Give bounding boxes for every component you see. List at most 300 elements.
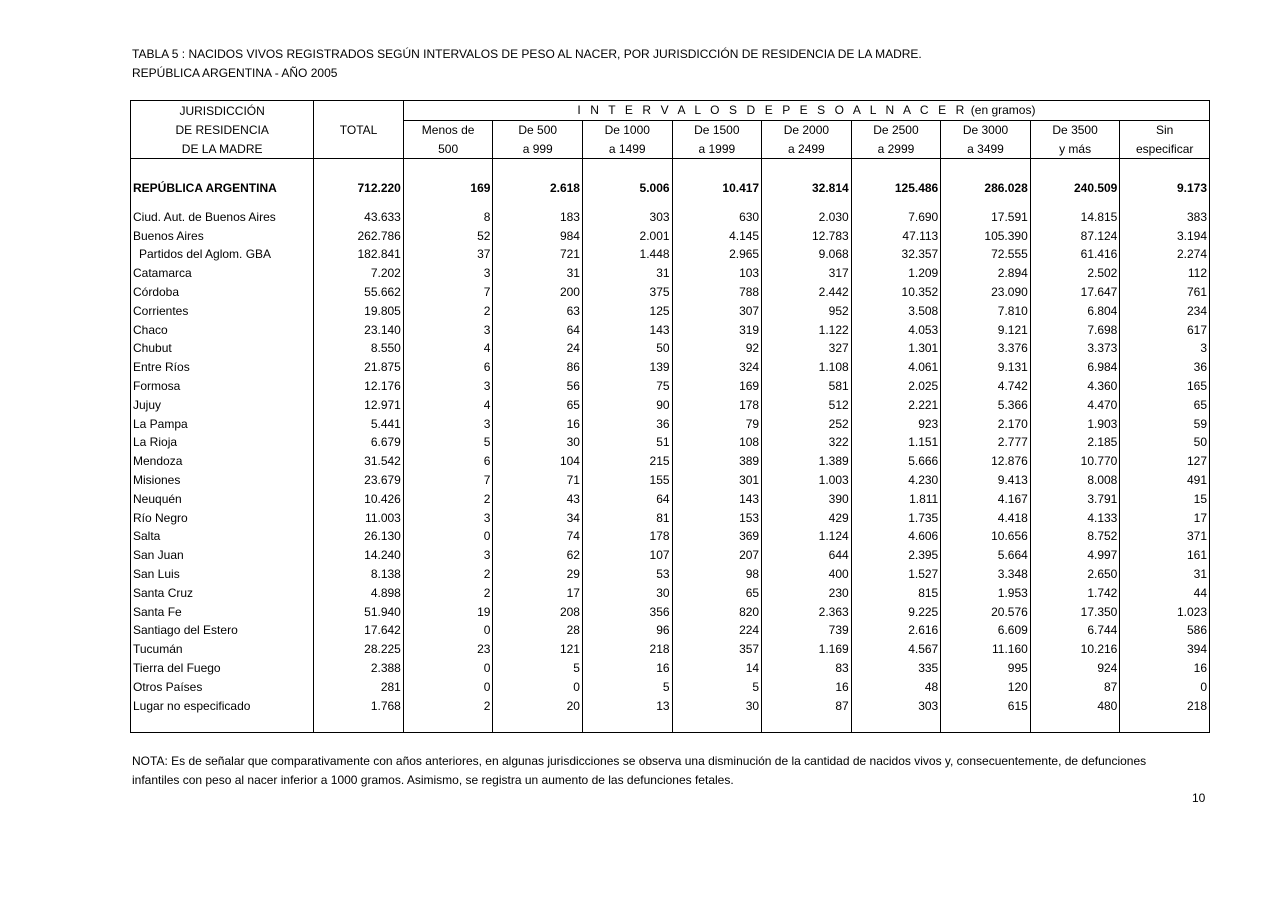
intervals-title: I N T E R V A L O S D E P E S O A L N A C E R (577, 103, 968, 118)
row-cell: 104 (493, 452, 583, 471)
row-label: Tucumán (133, 642, 183, 657)
interval-header-bottom: a 3499 (941, 140, 1031, 159)
row-cell: 375 (582, 283, 672, 302)
row-cell: 1.124 (762, 527, 852, 546)
row-cell: 17.591 (941, 207, 1031, 226)
row-cell: 8.138 (314, 565, 404, 584)
row-cell: 20.576 (941, 602, 1031, 621)
interval-header-top: De 1000 (582, 120, 672, 139)
interval-header-bottom: 500 (403, 140, 493, 159)
row-cell: 23 (403, 640, 493, 659)
row-cell: 1.389 (762, 452, 852, 471)
row-cell: 1.735 (851, 508, 941, 527)
row-cell: 92 (672, 339, 762, 358)
row-cell: 1.811 (851, 489, 941, 508)
table-row (131, 245, 1210, 264)
table-row (131, 264, 1210, 283)
row-cell: 303 (582, 207, 672, 226)
row-cell: 2.221 (851, 395, 941, 414)
row-cell: 31 (493, 264, 583, 283)
row-cell: 317 (762, 264, 852, 283)
page-number: 10 (1192, 791, 1206, 805)
row-cell: 1.953 (941, 583, 1031, 602)
row-cell: 630 (672, 207, 762, 226)
row-cell: 98 (672, 565, 762, 584)
row-cell: 52 (403, 226, 493, 245)
row-cell: 2.363 (762, 602, 852, 621)
total-row (131, 178, 1210, 198)
row-cell: 29 (493, 565, 583, 584)
row-cell: 3 (403, 508, 493, 527)
table-row (131, 659, 1210, 678)
row-cell: 615 (941, 696, 1031, 715)
row-cell: 143 (582, 320, 672, 339)
jurisdiction-header-line1: JURISDICCIÓN (179, 103, 265, 118)
row-cell: 7.690 (851, 207, 941, 226)
row-cell: 394 (1120, 640, 1210, 659)
row-cell: 17.647 (1030, 283, 1120, 302)
row-cell: 0 (493, 677, 583, 696)
table-row (131, 395, 1210, 414)
row-cell: 2.965 (672, 245, 762, 264)
row-cell: 3.508 (851, 301, 941, 320)
row-cell: 3.373 (1030, 339, 1120, 358)
row-cell: 71 (493, 471, 583, 490)
row-cell: 252 (762, 414, 852, 433)
row-label: Buenos Aires (133, 228, 204, 243)
row-label: Corrientes (133, 303, 189, 318)
row-cell: 984 (493, 226, 583, 245)
interval-header-bottom: especificar (1120, 140, 1210, 159)
row-cell: 429 (762, 508, 852, 527)
row-cell: 952 (762, 301, 852, 320)
row-cell: 0 (1120, 677, 1210, 696)
row-label: Otros Países (133, 679, 203, 694)
row-cell: 10.216 (1030, 640, 1120, 659)
table-row (131, 452, 1210, 471)
row-cell: 1.023 (1120, 602, 1210, 621)
row-cell: 81 (582, 508, 672, 527)
interval-header-top: De 2500 (851, 120, 941, 139)
row-cell: 324 (672, 358, 762, 377)
row-cell: 995 (941, 659, 1031, 678)
row-cell: 31 (582, 264, 672, 283)
row-label: Formosa (133, 378, 181, 393)
row-cell: 4.360 (1030, 377, 1120, 396)
row-cell: 51 (582, 433, 672, 452)
row-cell: 10.426 (314, 489, 404, 508)
row-cell: 644 (762, 546, 852, 565)
row-cell: 17 (493, 583, 583, 602)
row-cell: 14.240 (314, 546, 404, 565)
row-cell: 4.053 (851, 320, 941, 339)
row-cell: 389 (672, 452, 762, 471)
row-cell: 218 (582, 640, 672, 659)
row-cell: 739 (762, 621, 852, 640)
row-cell: 37 (403, 245, 493, 264)
row-cell: 262.786 (314, 226, 404, 245)
row-cell: 55.662 (314, 283, 404, 302)
total-row-cell: 5.006 (582, 178, 672, 198)
row-label: Chaco (133, 322, 168, 337)
row-label: Lugar no especificado (133, 698, 251, 713)
row-cell: 356 (582, 602, 672, 621)
row-cell: 2.502 (1030, 264, 1120, 283)
row-cell: 36 (582, 414, 672, 433)
row-label: San Luis (133, 566, 180, 581)
row-cell: 59 (1120, 414, 1210, 433)
row-cell: 50 (582, 339, 672, 358)
row-cell: 1.527 (851, 565, 941, 584)
row-cell: 12.876 (941, 452, 1031, 471)
row-cell: 9.068 (762, 245, 852, 264)
row-cell: 127 (1120, 452, 1210, 471)
row-cell: 369 (672, 527, 762, 546)
row-cell: 5 (672, 677, 762, 696)
row-label: Córdoba (133, 284, 180, 299)
birth-weight-table (130, 100, 1210, 733)
row-cell: 327 (762, 339, 852, 358)
intervals-unit: (en gramos) (970, 103, 1036, 118)
row-cell: 5.666 (851, 452, 941, 471)
row-cell: 65 (1120, 395, 1210, 414)
table-row (131, 602, 1210, 621)
row-cell: 161 (1120, 546, 1210, 565)
row-cell: 50 (1120, 433, 1210, 452)
row-cell: 923 (851, 414, 941, 433)
row-label: Santa Fe (133, 604, 182, 619)
row-cell: 30 (582, 583, 672, 602)
row-cell: 9.413 (941, 471, 1031, 490)
interval-header-top: De 1500 (672, 120, 762, 139)
row-cell: 230 (762, 583, 852, 602)
total-row-cell: 125.486 (851, 178, 941, 198)
row-cell: 20 (493, 696, 583, 715)
row-cell: 5.664 (941, 546, 1031, 565)
table-row (131, 414, 1210, 433)
interval-header-bottom: a 1999 (672, 140, 762, 159)
interval-header-top: De 2000 (762, 120, 852, 139)
row-cell: 14.815 (1030, 207, 1120, 226)
row-cell: 105.390 (941, 226, 1031, 245)
total-row-cell: 240.509 (1030, 178, 1120, 198)
row-cell: 31.542 (314, 452, 404, 471)
row-cell: 15 (1120, 489, 1210, 508)
row-cell: 12.971 (314, 395, 404, 414)
row-cell: 2 (403, 489, 493, 508)
row-cell: 11.003 (314, 508, 404, 527)
row-cell: 8.550 (314, 339, 404, 358)
total-row-label: REPÚBLICA ARGENTINA (133, 181, 277, 196)
row-cell: 6.744 (1030, 621, 1120, 640)
row-cell: 301 (672, 471, 762, 490)
row-cell: 65 (493, 395, 583, 414)
row-cell: 586 (1120, 621, 1210, 640)
row-cell: 581 (762, 377, 852, 396)
row-cell: 335 (851, 659, 941, 678)
row-cell: 4.742 (941, 377, 1031, 396)
row-cell: 207 (672, 546, 762, 565)
row-cell: 2.650 (1030, 565, 1120, 584)
table-row (131, 696, 1210, 715)
row-cell: 4.061 (851, 358, 941, 377)
row-cell: 3 (403, 320, 493, 339)
row-cell: 26.130 (314, 527, 404, 546)
row-cell: 11.160 (941, 640, 1031, 659)
row-cell: 5 (403, 433, 493, 452)
row-cell: 3.376 (941, 339, 1031, 358)
row-cell: 64 (582, 489, 672, 508)
row-cell: 1.151 (851, 433, 941, 452)
row-label: San Juan (133, 548, 184, 563)
row-cell: 3 (403, 414, 493, 433)
row-cell: 17.350 (1030, 602, 1120, 621)
row-cell: 2.025 (851, 377, 941, 396)
row-cell: 617 (1120, 320, 1210, 339)
row-cell: 2.001 (582, 226, 672, 245)
row-cell: 0 (403, 621, 493, 640)
row-cell: 6 (403, 358, 493, 377)
row-cell: 2 (403, 565, 493, 584)
table-title: TABLA 5 : NACIDOS VIVOS REGISTRADOS SEGÚN INTERVALOS DE PESO AL NACER, POR JURISDICCIÓN DE RESIDENCIA DE LA MADRE. (132, 47, 922, 61)
row-label: Misiones (133, 472, 181, 487)
row-cell: 3 (403, 377, 493, 396)
row-cell: 200 (493, 283, 583, 302)
row-cell: 153 (672, 508, 762, 527)
table-row (131, 339, 1210, 358)
row-cell: 5.366 (941, 395, 1031, 414)
row-cell: 65 (672, 583, 762, 602)
row-label: Río Negro (133, 510, 188, 525)
row-cell: 143 (672, 489, 762, 508)
row-label: Salta (133, 529, 161, 544)
row-cell: 322 (762, 433, 852, 452)
row-label: Neuquén (133, 491, 182, 506)
row-cell: 6.679 (314, 433, 404, 452)
row-cell: 87.124 (1030, 226, 1120, 245)
row-cell: 820 (672, 602, 762, 621)
spacer-row (131, 715, 1210, 733)
row-cell: 2.388 (314, 659, 404, 678)
row-cell: 96 (582, 621, 672, 640)
row-cell: 1.768 (314, 696, 404, 715)
row-cell: 16 (493, 414, 583, 433)
row-cell: 0 (403, 677, 493, 696)
row-cell: 4 (403, 395, 493, 414)
row-label: La Rioja (133, 435, 178, 450)
row-cell: 43.633 (314, 207, 404, 226)
row-cell: 4 (403, 339, 493, 358)
table-row (131, 226, 1210, 245)
row-cell: 2 (403, 301, 493, 320)
row-cell: 924 (1030, 659, 1120, 678)
row-cell: 12.783 (762, 226, 852, 245)
row-cell: 319 (672, 320, 762, 339)
row-cell: 87 (762, 696, 852, 715)
row-cell: 36 (1120, 358, 1210, 377)
interval-header-bottom: a 2999 (851, 140, 941, 159)
row-label: Chubut (133, 341, 172, 356)
row-cell: 7.202 (314, 264, 404, 283)
row-cell: 10.770 (1030, 452, 1120, 471)
row-cell: 17 (1120, 508, 1210, 527)
row-cell: 303 (851, 696, 941, 715)
row-cell: 64 (493, 320, 583, 339)
row-cell: 108 (672, 433, 762, 452)
row-cell: 43 (493, 489, 583, 508)
row-label: Mendoza (133, 454, 183, 469)
row-cell: 34 (493, 508, 583, 527)
total-header: TOTAL (314, 120, 404, 139)
interval-header-top: De 3000 (941, 120, 1031, 139)
row-cell: 24 (493, 339, 583, 358)
total-row-cell: 32.814 (762, 178, 852, 198)
row-cell: 120 (941, 677, 1031, 696)
table-row (131, 640, 1210, 659)
row-label: Catamarca (133, 266, 192, 281)
row-cell: 19 (403, 602, 493, 621)
row-cell: 3 (403, 546, 493, 565)
row-cell: 47.113 (851, 226, 941, 245)
row-cell: 2.030 (762, 207, 852, 226)
row-cell: 1.003 (762, 471, 852, 490)
row-cell: 1.301 (851, 339, 941, 358)
row-cell: 6 (403, 452, 493, 471)
spacer-row (131, 198, 1210, 207)
row-cell: 1.742 (1030, 583, 1120, 602)
row-cell: 215 (582, 452, 672, 471)
table-row (131, 565, 1210, 584)
row-cell: 2.442 (762, 283, 852, 302)
total-row-cell: 712.220 (314, 178, 404, 198)
row-cell: 28 (493, 621, 583, 640)
row-cell: 6.984 (1030, 358, 1120, 377)
row-cell: 2.170 (941, 414, 1031, 433)
interval-header-top: De 3500 (1030, 120, 1120, 139)
row-cell: 491 (1120, 471, 1210, 490)
row-cell: 103 (672, 264, 762, 283)
table-row (131, 471, 1210, 490)
table-row (131, 358, 1210, 377)
row-cell: 51.940 (314, 602, 404, 621)
row-cell: 63 (493, 301, 583, 320)
row-cell: 155 (582, 471, 672, 490)
row-cell: 44 (1120, 583, 1210, 602)
row-cell: 8.008 (1030, 471, 1120, 490)
table-row (131, 320, 1210, 339)
row-cell: 208 (493, 602, 583, 621)
row-cell: 5 (582, 677, 672, 696)
table-row (131, 489, 1210, 508)
table-row (131, 527, 1210, 546)
row-cell: 4.898 (314, 583, 404, 602)
row-cell: 16 (582, 659, 672, 678)
row-label: La Pampa (133, 416, 188, 431)
row-cell: 2.185 (1030, 433, 1120, 452)
row-cell: 7.810 (941, 301, 1031, 320)
row-cell: 9.131 (941, 358, 1031, 377)
row-cell: 383 (1120, 207, 1210, 226)
row-cell: 307 (672, 301, 762, 320)
row-cell: 23.140 (314, 320, 404, 339)
row-cell: 13 (582, 696, 672, 715)
row-cell: 1.169 (762, 640, 852, 659)
table-row (131, 283, 1210, 302)
row-cell: 30 (493, 433, 583, 452)
table-row (131, 508, 1210, 527)
row-cell: 23.679 (314, 471, 404, 490)
row-cell: 139 (582, 358, 672, 377)
jurisdiction-header-line2: DE RESIDENCIA (175, 122, 269, 137)
row-cell: 8.752 (1030, 527, 1120, 546)
footnote: NOTA: Es de señalar que comparativamente con años anteriores, en algunas jurisdicciones se observa una disminución de la cantidad de nacidos vivos y, consecuentemente, de defunciones infantiles con peso al nacer inferior a 1000 gramos. Asimismo, se registra un aumento de las defunciones fetales. (132, 754, 1147, 787)
table-subtitle: REPÚBLICA ARGENTINA - AÑO 2005 (132, 66, 338, 80)
row-cell: 23.090 (941, 283, 1031, 302)
interval-header-bottom: y más (1030, 140, 1120, 159)
row-cell: 90 (582, 395, 672, 414)
row-cell: 19.805 (314, 301, 404, 320)
row-cell: 4.145 (672, 226, 762, 245)
intervals-header (403, 101, 1209, 121)
row-cell: 2.894 (941, 264, 1031, 283)
row-cell: 281 (314, 677, 404, 696)
row-cell: 86 (493, 358, 583, 377)
row-cell: 21.875 (314, 358, 404, 377)
table-row (131, 546, 1210, 565)
interval-header-top: Sin (1120, 120, 1210, 139)
row-cell: 10.352 (851, 283, 941, 302)
row-cell: 3.791 (1030, 489, 1120, 508)
row-cell: 390 (762, 489, 852, 508)
row-cell: 8 (403, 207, 493, 226)
row-cell: 761 (1120, 283, 1210, 302)
table-body (131, 159, 1210, 733)
row-cell: 178 (582, 527, 672, 546)
row-cell: 4.133 (1030, 508, 1120, 527)
row-cell: 218 (1120, 696, 1210, 715)
row-cell: 9.121 (941, 320, 1031, 339)
row-cell: 10.656 (941, 527, 1031, 546)
row-cell: 2.777 (941, 433, 1031, 452)
row-label: Ciud. Aut. de Buenos Aires (133, 209, 276, 224)
row-cell: 30 (672, 696, 762, 715)
row-cell: 72.555 (941, 245, 1031, 264)
row-cell: 31 (1120, 565, 1210, 584)
total-row-cell: 2.618 (493, 178, 583, 198)
row-cell: 74 (493, 527, 583, 546)
row-cell: 83 (762, 659, 852, 678)
table-row (131, 301, 1210, 320)
row-cell: 53 (582, 565, 672, 584)
row-label: Santiago del Estero (133, 623, 238, 638)
row-cell: 7 (403, 283, 493, 302)
row-cell: 4.997 (1030, 546, 1120, 565)
interval-header-top: Menos de (403, 120, 493, 139)
row-cell: 512 (762, 395, 852, 414)
total-row-cell: 169 (403, 178, 493, 198)
row-cell: 2 (403, 696, 493, 715)
row-cell: 16 (762, 677, 852, 696)
row-cell: 4.567 (851, 640, 941, 659)
row-cell: 165 (1120, 377, 1210, 396)
total-row-cell: 286.028 (941, 178, 1031, 198)
table-row (131, 677, 1210, 696)
row-label: Tierra del Fuego (133, 660, 221, 675)
row-cell: 480 (1030, 696, 1120, 715)
table-row (131, 207, 1210, 226)
row-cell: 107 (582, 546, 672, 565)
row-cell: 400 (762, 565, 852, 584)
